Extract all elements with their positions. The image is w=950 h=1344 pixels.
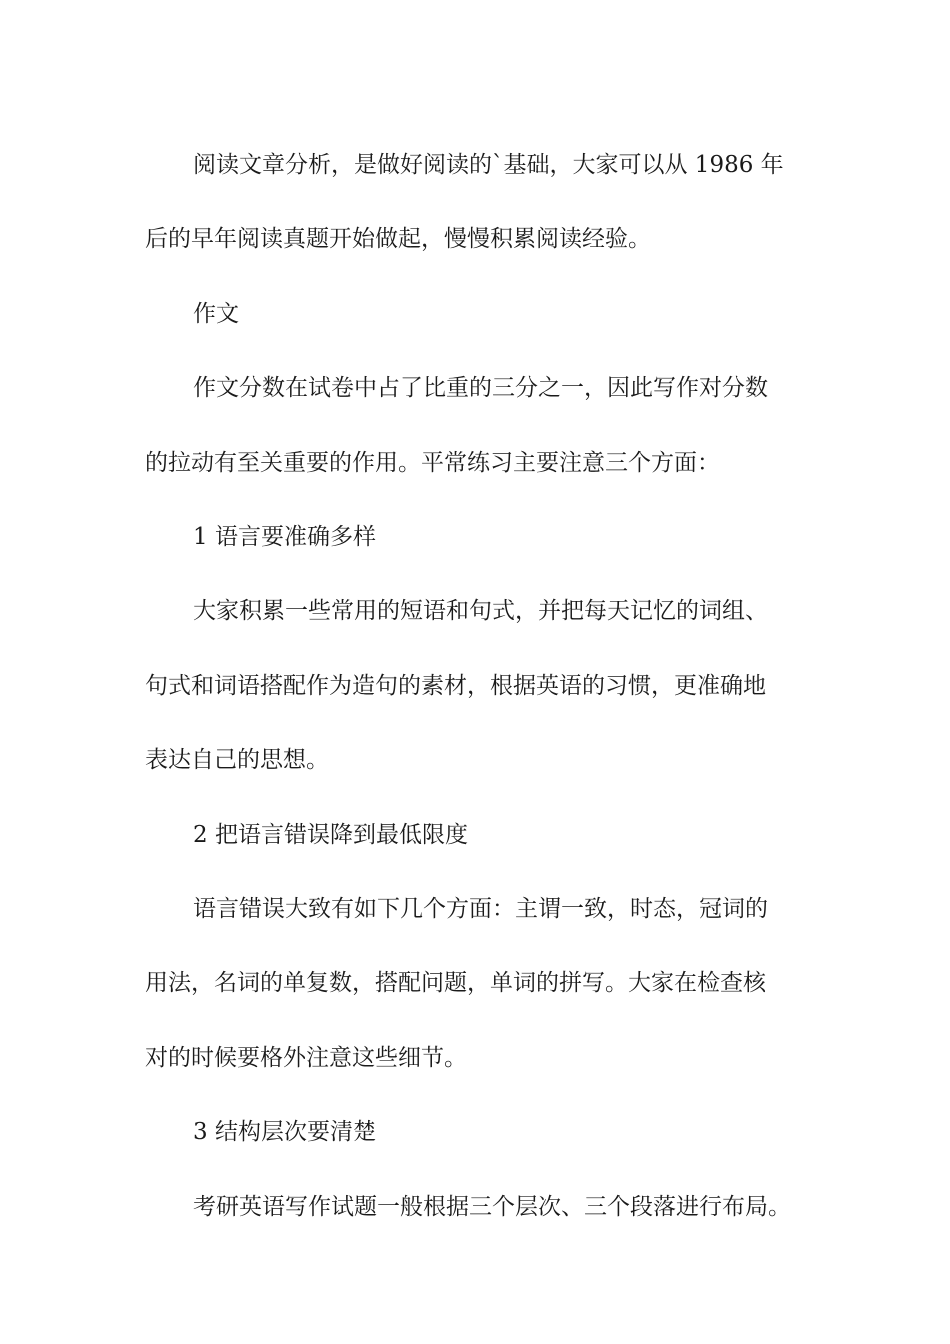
paragraph-point-1-line-2: 句式和词语搭配作为造句的素材，根据英语的习惯，更准确地 <box>145 672 766 699</box>
paragraph-point-3-line-1: 考研英语写作试题一般根据三个层次、三个段落进行布局。 <box>193 1193 791 1220</box>
paragraph-point-2-line-1: 语言错误大致有如下几个方面：主谓一致，时态，冠词的 <box>193 896 768 923</box>
section-heading-composition: 作文 <box>193 300 239 327</box>
paragraph-reading-analysis-line-1: 阅读文章分析，是做好阅读的`基础，大家可以从 1986 年 <box>193 152 784 178</box>
paragraph-point-2-line-2: 用法，名词的单复数，搭配问题，单词的拼写。大家在检查核 <box>145 970 766 997</box>
subheading-point-2: 2 把语言错误降到最低限度 <box>193 821 468 848</box>
paragraph-composition-intro-line-2: 的拉动有至关重要的作用。平常练习主要注意三个方面： <box>145 449 720 476</box>
paragraph-composition-intro-line-1: 作文分数在试卷中占了比重的三分之一，因此写作对分数 <box>193 375 768 402</box>
subheading-point-1: 1 语言要准确多样 <box>193 524 376 551</box>
paragraph-point-1-line-3: 表达自己的思想。 <box>145 747 329 774</box>
paragraph-reading-analysis-line-2: 后的早年阅读真题开始做起，慢慢积累阅读经验。 <box>145 226 651 253</box>
document-body <box>145 128 835 1244</box>
paragraph-point-1-line-1: 大家积累一些常用的短语和句式，并把每天记忆的词组、 <box>193 598 768 625</box>
subheading-point-3: 3 结构层次要清楚 <box>193 1119 376 1146</box>
paragraph-point-2-line-3: 对的时候要格外注意这些细节。 <box>145 1044 467 1071</box>
